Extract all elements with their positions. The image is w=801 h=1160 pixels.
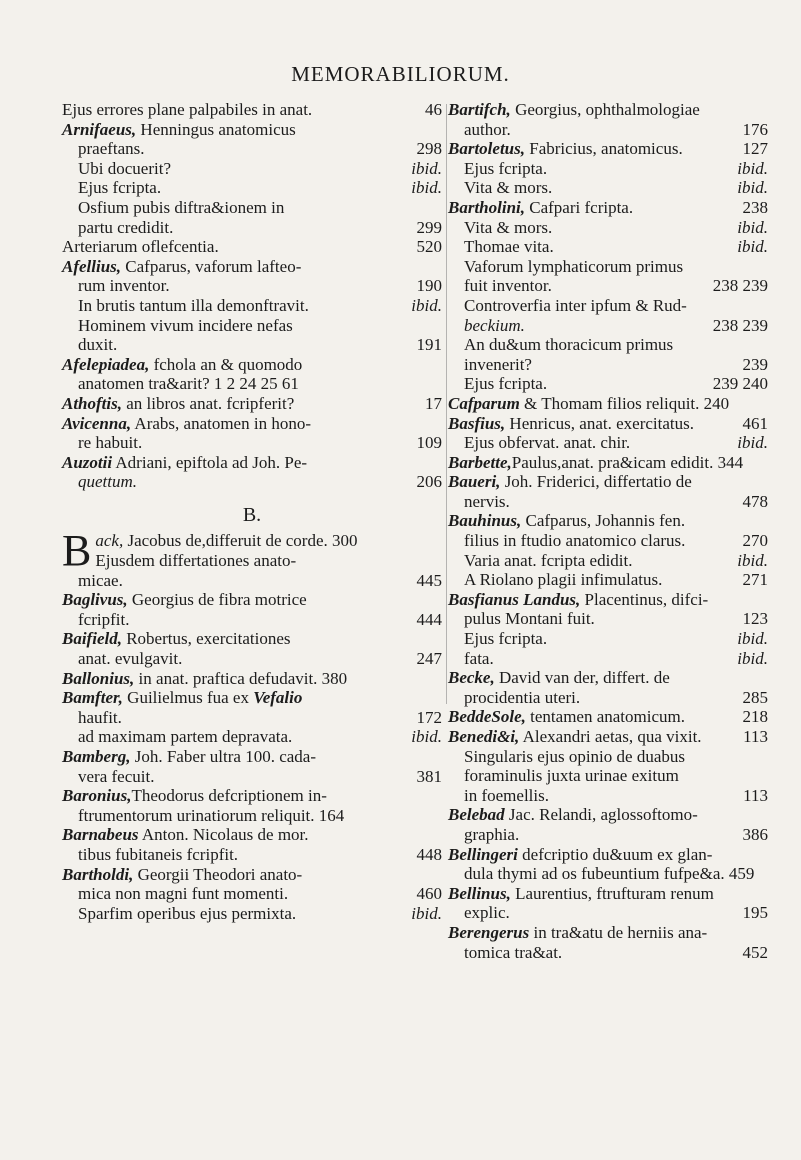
page-ref: 461 — [742, 413, 768, 433]
index-entry — [448, 668, 768, 707]
index-entry — [62, 688, 442, 747]
entry-line — [448, 864, 768, 884]
entry-text: Paulus,anat. pra&icam edidit. 344 — [511, 452, 744, 472]
entry-text: beckium. — [464, 315, 525, 335]
index-entry — [62, 825, 442, 864]
page-ref: 113 — [743, 785, 768, 805]
entry-headword: Afelepiadea, — [62, 354, 150, 374]
page-ref: 172 — [416, 707, 442, 727]
entry-headword: ack, — [95, 531, 124, 551]
index-entry — [62, 394, 442, 414]
entry-line — [448, 845, 768, 865]
entry-line — [448, 257, 768, 277]
page-ref: ibid. — [737, 217, 768, 237]
page-ref: 239 240 — [712, 374, 768, 394]
entry-line — [448, 570, 768, 590]
entry-headword: Baronius, — [62, 786, 132, 806]
entry-text: Jac. Relandi, aglossoftomo- — [504, 805, 698, 825]
entry-line — [62, 472, 442, 492]
entry-line — [62, 120, 442, 140]
entry-headword: Basfius, — [448, 413, 506, 433]
entry-text: Ejus obfervat. anat. chir. — [464, 433, 631, 453]
index-entry — [448, 884, 768, 923]
entry-line — [62, 178, 442, 198]
index-entry — [448, 845, 768, 884]
entry-headword: Baueri, — [448, 472, 501, 492]
page-ref: ibid. — [411, 903, 442, 923]
entry-line — [448, 825, 768, 845]
entry-text: Thomae vita. — [464, 237, 554, 257]
entry-line — [62, 845, 442, 865]
page-ref: 238 — [742, 197, 768, 217]
entry-text: rum inventor. — [78, 276, 170, 296]
entry-text: Vaforum lymphaticorum primus — [464, 256, 684, 276]
entry-headword: Benedi&i, — [448, 727, 520, 746]
entry-text: graphia. — [464, 824, 520, 844]
entry-text: Alexandri aetas, qua vixit. — [519, 727, 702, 746]
index-entry — [448, 472, 768, 511]
entry-line — [62, 649, 442, 669]
entry-line — [448, 884, 768, 904]
entry-text: tomica tra&at. — [464, 942, 563, 962]
entry-text: duxit. — [78, 335, 118, 355]
entry-text: in anat. praftica defudavit. 380 — [134, 668, 348, 688]
entry-line — [448, 707, 768, 727]
entry-line — [448, 766, 768, 786]
entry-headword: Athoftis, — [62, 393, 122, 413]
entry-text: Sparfim operibus ejus permixta. — [78, 903, 297, 923]
entry-text: Singularis ejus opinio de duabus — [464, 746, 685, 766]
entry-line — [62, 453, 442, 473]
entry-text: Ejus fcripta. — [464, 158, 548, 178]
entry-text: Ejus fcripta. — [464, 374, 548, 394]
page-ref: 247 — [416, 649, 442, 669]
entry-line — [448, 629, 768, 649]
entry-text: Laurentius, ftrufturam renum — [510, 883, 714, 903]
page-ref: 298 — [416, 139, 442, 159]
entry-text: Henricus, anat. exercitatus. — [505, 413, 694, 433]
entry-line — [448, 355, 768, 375]
page-ref: 452 — [742, 942, 768, 962]
entry-headword: Auzotii — [62, 452, 113, 472]
entry-headword: Cafparum — [448, 393, 520, 413]
entry-line — [62, 669, 442, 689]
entry-text: filius in ftudio anatomico clarus. — [464, 531, 686, 551]
section-letter-b: B. — [242, 503, 262, 526]
drop-cap: B — [62, 526, 92, 576]
entry-text: author. — [464, 119, 511, 139]
entry-text: invenerit? — [464, 354, 532, 374]
entry-text: Ubi docuerit? — [78, 158, 171, 178]
entry-line — [62, 904, 442, 924]
entry-line — [62, 571, 442, 591]
page-ref: 386 — [742, 824, 768, 844]
entry-text: ftrumentorum urinatiorum reliquit. 164 — [78, 805, 345, 825]
entry-italic: Vefalio — [253, 688, 303, 708]
entry-text: fata. — [464, 648, 494, 668]
page-ref: 460 — [416, 884, 442, 904]
page-ref: ibid. — [737, 550, 768, 570]
entry-line — [448, 100, 768, 120]
page-ref: 123 — [742, 609, 768, 629]
entry-text: in tra&atu de herniis ana- — [529, 922, 708, 942]
page-ref: 271 — [742, 570, 768, 590]
page-ref: ibid. — [411, 178, 442, 198]
entry-text: fchola an & quomodo — [149, 354, 303, 374]
entry-line — [62, 257, 442, 277]
entry-line — [62, 865, 442, 885]
page-ref: ibid. — [411, 727, 442, 747]
page-ref: 113 — [743, 727, 768, 746]
entry-line — [448, 178, 768, 198]
entry-line — [62, 414, 442, 434]
right-entries — [448, 100, 768, 962]
index-entry — [62, 120, 442, 257]
index-entry — [62, 786, 442, 825]
entry-headword: Arnifaeus, — [62, 119, 137, 139]
entry-text: Arabs, anatomen in hono- — [131, 413, 311, 433]
entry-line — [62, 806, 442, 826]
entry-text: micae. — [78, 570, 123, 590]
entry-line — [62, 100, 442, 120]
page-ref: 238 239 — [712, 276, 768, 296]
index-entry — [62, 590, 442, 629]
entry-line — [62, 433, 442, 453]
entry-line — [62, 374, 442, 394]
entry-headword: Baglivus, — [62, 590, 128, 610]
page-ref: ibid. — [737, 433, 768, 453]
entry-text: Vita & mors. — [464, 217, 553, 237]
entry-text: Controverfia inter ipfum & Rud- — [464, 295, 687, 315]
entry-text: defcriptio du&uum ex glan- — [517, 844, 713, 864]
entry-line — [448, 296, 768, 316]
entry-headword: Ballonius, — [62, 668, 135, 688]
entry-text: Ejus fcripta. — [78, 178, 162, 198]
page-ref: 109 — [416, 433, 442, 453]
entry-line — [62, 590, 442, 610]
index-entry — [62, 414, 442, 453]
entry-line — [448, 649, 768, 669]
page-ref: ibid. — [411, 158, 442, 178]
entry-text: fuit inventor. — [464, 276, 552, 296]
entry-line — [448, 747, 768, 767]
index-entry — [62, 526, 442, 590]
entry-line — [448, 492, 768, 512]
entry-text: vera fecuit. — [78, 766, 155, 786]
entry-text: foraminulis juxta urinae exitum — [464, 766, 679, 786]
entry-line — [62, 296, 442, 316]
entry-headword: Avicenna, — [62, 413, 132, 433]
entry-text: procidentia uteri. — [464, 687, 581, 707]
left-entries-a — [62, 100, 442, 492]
entry-headword: Berengerus — [448, 922, 530, 942]
page-ref: 520 — [416, 237, 442, 257]
page-ref: 445 — [416, 570, 442, 590]
entry-line — [62, 708, 442, 728]
index-entry — [62, 669, 442, 689]
entry-text: Jacobus de,differuit de corde. 300 — [123, 531, 358, 551]
entry-line — [448, 590, 768, 610]
index-entry — [448, 100, 768, 139]
entry-line — [448, 276, 768, 296]
left-entries-b — [62, 526, 442, 923]
entry-line — [62, 198, 442, 218]
entry-text: An du&um thoracicum primus — [464, 335, 674, 355]
index-entry — [62, 453, 442, 492]
entry-text: & Thomam filios reliquit. 240 — [519, 393, 730, 413]
entry-headword: Bartoletus, — [448, 139, 525, 159]
entry-line — [62, 139, 442, 159]
entry-text: in foemellis. — [464, 785, 549, 805]
entry-line — [448, 120, 768, 140]
entry-line — [448, 531, 768, 551]
page-ref: 206 — [416, 472, 442, 492]
entry-line — [448, 335, 768, 355]
entry-line — [448, 316, 768, 336]
index-entry — [448, 414, 768, 453]
entry-line — [448, 159, 768, 179]
entry-headword: Bauhinus, — [448, 511, 522, 531]
entry-line — [448, 237, 768, 257]
index-entry — [448, 453, 768, 473]
index-entry — [62, 865, 442, 924]
page-ref: ibid. — [737, 237, 768, 257]
page-ref: 238 239 — [712, 315, 768, 335]
page-ref: ibid. — [737, 629, 768, 649]
entry-line — [448, 374, 768, 394]
left-column — [62, 100, 442, 923]
entry-line — [448, 139, 768, 159]
entry-line — [448, 433, 768, 453]
page-ref: 46 — [425, 100, 442, 119]
entry-text: Vita & mors. — [464, 178, 553, 198]
entry-text: Fabricius, anatomicus. — [525, 139, 683, 159]
entry-headword: BeddeSole, — [448, 707, 526, 727]
entry-line — [448, 414, 768, 434]
entry-headword: Basfianus Landus, — [448, 589, 581, 609]
entry-line — [62, 237, 442, 257]
page-ref: 195 — [742, 903, 768, 923]
entry-headword: Baifield, — [62, 629, 122, 649]
entry-line — [62, 688, 442, 708]
entry-line — [62, 767, 442, 787]
entry-text: ad maximam partem depravata. — [78, 727, 293, 747]
entry-headword: Bartholini, — [448, 197, 526, 217]
entry-headword: Bamberg, — [62, 747, 131, 766]
index-entry — [448, 394, 768, 414]
entry-line — [62, 825, 442, 845]
index-entry — [448, 727, 768, 805]
entry-text: tibus fubitaneis fcripfit. — [78, 844, 239, 864]
index-entry — [62, 355, 442, 394]
entry-text: Hominem vivum incidere nefas — [78, 315, 293, 335]
page-ref: 299 — [416, 217, 442, 237]
entry-line — [62, 394, 442, 414]
page-ref: ibid. — [737, 158, 768, 178]
entry-text: fcripfit. — [78, 609, 130, 629]
entry-text: praeftans. — [78, 139, 145, 159]
entry-text: Cafparus, Johannis fen. — [521, 511, 686, 531]
entry-line — [448, 472, 768, 492]
page-ref: 270 — [742, 531, 768, 551]
entry-line — [448, 786, 768, 806]
entry-text: David van der, differt. de — [494, 668, 670, 688]
page-header: MEMORABILIORUM. — [291, 62, 510, 86]
entry-line — [448, 218, 768, 238]
entry-text: explic. — [464, 903, 510, 923]
entry-text: Ejus errores plane palpabiles in anat. — [62, 100, 313, 119]
page-ref: 448 — [416, 844, 442, 864]
entry-headword: Bartholdi, — [62, 864, 134, 884]
entry-line — [448, 453, 768, 473]
entry-line — [62, 316, 442, 336]
entry-text: Joh. Faber ultra 100. cada- — [130, 747, 317, 766]
entry-line — [448, 727, 768, 747]
entry-line — [448, 943, 768, 963]
entry-text: haufit. — [78, 707, 122, 727]
page-ref: 218 — [742, 707, 768, 727]
entry-text: Adriani, epiftola ad Joh. Pe- — [112, 452, 308, 472]
page-ref: 127 — [742, 139, 768, 159]
entry-headword: Barnabeus — [62, 825, 139, 845]
entry-text: partu credidit. — [78, 217, 174, 237]
entry-line — [62, 159, 442, 179]
entry-line — [62, 629, 442, 649]
entry-text: quettum. — [78, 472, 138, 492]
index-entry — [448, 707, 768, 727]
entry-text: Arteriarum oflefcentia. — [62, 237, 219, 257]
entry-line — [448, 688, 768, 708]
index-entry — [448, 805, 768, 844]
page-ref: 17 — [425, 393, 442, 413]
index-entry — [62, 747, 442, 786]
page-ref: ibid. — [737, 648, 768, 668]
page-ref: 190 — [416, 276, 442, 296]
index-entry — [62, 100, 442, 120]
entry-headword: Barbette, — [448, 452, 512, 472]
entry-text: tentamen anatomicum. — [525, 707, 685, 727]
index-entry — [62, 257, 442, 355]
entry-line — [448, 511, 768, 531]
entry-headword: Becke, — [448, 668, 495, 688]
entry-line — [448, 923, 768, 943]
entry-text: Placentinus, difci- — [580, 589, 709, 609]
entry-text: re habuit. — [78, 433, 143, 453]
entry-text: Anton. Nicolaus de mor. — [138, 825, 309, 845]
entry-text: Cafpari fcripta. — [525, 197, 634, 217]
entry-text: an libros anat. fcripferit? — [122, 393, 295, 413]
page-ref: ibid. — [737, 178, 768, 198]
entry-line — [448, 551, 768, 571]
entry-headword: Bamfter, — [62, 688, 123, 708]
entry-text: Cafparus, vaforum lafteo- — [121, 256, 302, 276]
entry-text: dula thymi ad os fubeuntium fufpe&a. 459 — [464, 864, 755, 884]
entry-line — [448, 668, 768, 688]
entry-headword: Bartifch, — [448, 100, 511, 119]
entry-line — [62, 786, 442, 806]
page-ref: 444 — [416, 609, 442, 629]
entry-line — [448, 394, 768, 414]
entry-text: Robertus, exercitationes — [121, 629, 291, 649]
entry-text: nervis. — [464, 491, 510, 511]
index-entry — [448, 923, 768, 962]
entry-text: Ejusdem differtationes anato- — [95, 551, 297, 571]
entry-headword: Afellius, — [62, 256, 122, 276]
entry-text: Osfium pubis diftra&ionem in — [78, 197, 285, 217]
page-ref: 239 — [742, 354, 768, 374]
column-divider — [446, 104, 447, 704]
entry-text: In brutis tantum illa demonftravit. — [78, 295, 309, 315]
entry-text: Joh. Friderici, differtatio de — [500, 472, 692, 492]
entry-line — [62, 551, 442, 571]
entry-line — [448, 805, 768, 825]
entry-text: Theodorus defcriptionem in- — [131, 786, 327, 806]
entry-text: Henningus anatomicus — [136, 119, 296, 139]
index-entry — [62, 629, 442, 668]
page-ref: 176 — [742, 119, 768, 139]
entry-line — [62, 355, 442, 375]
entry-text: mica non magni funt momenti. — [78, 884, 289, 904]
entry-line — [62, 218, 442, 238]
page-ref: 478 — [742, 491, 768, 511]
page-ref: 285 — [742, 687, 768, 707]
entry-line — [62, 727, 442, 747]
entry-text: Guilielmus fua ex — [122, 688, 254, 708]
entry-headword: Bellinus, — [448, 883, 511, 903]
entry-headword: Belebad — [448, 805, 505, 825]
entry-line — [62, 610, 442, 630]
entry-text: pulus Montani fuit. — [464, 609, 595, 629]
index-entry — [448, 198, 768, 394]
right-column — [448, 100, 768, 962]
page-ref: ibid. — [411, 295, 442, 315]
entry-text: A Riolano plagii infimulatus. — [464, 570, 663, 590]
entry-line — [448, 198, 768, 218]
entry-line — [62, 335, 442, 355]
entry-headword: Bellingeri — [448, 844, 518, 864]
page-ref: 191 — [416, 335, 442, 355]
entry-line — [62, 276, 442, 296]
entry-text: Georgius de fibra motrice — [127, 590, 307, 610]
index-entry — [448, 590, 768, 668]
entry-text: Georgii Theodori anato- — [133, 864, 303, 884]
entry-line — [62, 747, 442, 767]
index-entry — [448, 139, 768, 198]
entry-line — [62, 884, 442, 904]
entry-text: anatomen tra&arit? 1 2 24 25 61 — [78, 374, 299, 394]
entry-text: Ejus fcripta. — [464, 629, 548, 649]
entry-text: anat. evulgavit. — [78, 649, 183, 669]
entry-text: Varia anat. fcripta edidit. — [464, 550, 633, 570]
entry-line — [448, 903, 768, 923]
entry-text: Georgius, ophthalmologiae — [510, 100, 700, 119]
entry-line — [448, 609, 768, 629]
index-entry — [448, 511, 768, 589]
page-ref: 381 — [416, 766, 442, 786]
